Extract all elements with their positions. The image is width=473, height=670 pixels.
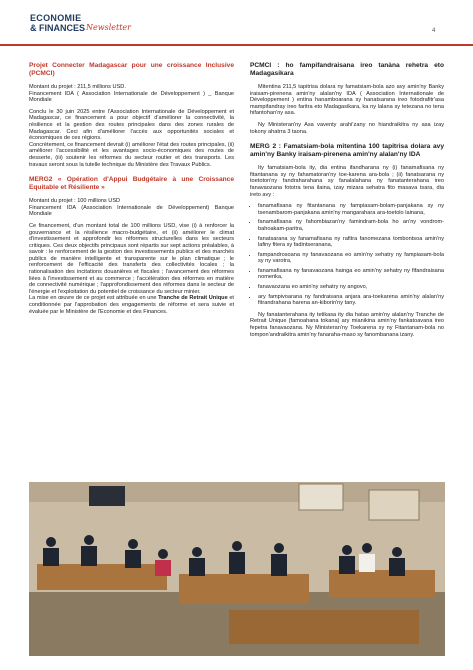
merg2-fr-p2-end: et conditionnée par l'approbation des engagements de réforme et sera suivie et évaluée par le Ministère de l'Economie et des Finances. (29, 295, 234, 315)
merg2-mg-title: MERG 2 : Famatsiam-bola mitentina 100 tapitrisa dolara avy amin'ny Banky iraisam-pirenena amin'ny alalan'ny IDA (250, 143, 444, 159)
pcmci-fr-paragraph-2: Concrètement, ce financement devrait (i) améliorer l'état des routes principales, (ii) améliorer l'accessibilité et les avantages socio-économiques des routes de desserte, (iii) soutenir les réformes du secteur routier et des transports. Les travaux seront sous la tutelle technique du Ministère des Travaux Publics. (29, 141, 234, 168)
meeting-room-photo (29, 482, 445, 656)
left-column-french (29, 62, 234, 320)
merg2-mg-paragraph-2: Ny fanatanterahana ity tetikasa ity dia hatao amin'ny alalan'ny Tranche de Retrait Unique (famoahana tokana) ary mianikina amin'ny fankatoavana ireo fepetra fanavaozana. Ny Ministeran'ny Toekarena sy ny Fitantanam-bola no tompon'andraikitra amin'ny fanaraha-maso sy fanombanana izany. (250, 311, 444, 338)
merg2-fr-p2-bold: Tranche de Retrait Unique (158, 295, 228, 302)
merg2-fr-p2-intro: La mise en œuvre de ce projet est attribuée en une (29, 295, 159, 302)
newsletter-logo (30, 13, 131, 33)
newsletter-header (0, 0, 473, 48)
merg2-fr-paragraph-1: Ce financement, d'un montant total de 100 millions USD, vise (i) à renforcer la gouvernance et la résilience macro-budgétaire, et (ii) améliorer le climat d'investissement et approfondir les réformes structurelles dans les secteurs critiques. Ces deux objectifs principaux sont répartis sur sept actions préalables, à savoir : le renforcement de la gestion des investissements publics et des marchés publics de manière intelligente et transparente sur le plan climatique ; le renforcement de l'efficacité des transferts des collectivités locales ; la rationalisation des incitations douanières et fiscales ; l'avancement des réformes liées à l'investissement et au commerce ; l'accélération des réformes en matière de connectivité numérique ; l'approfondissement des réformes dans le secteur de l'énergie et l'exploitation du potentiel de croissance du secteur minier. (29, 222, 234, 295)
list-item: • fanamafisana ny fahombiazan'ny famindram-bola ho an'ny vondrom-bahoakam-paritra, (258, 219, 444, 232)
merg2-mg-paragraph-1: Ity famatsiam-bola ity, dia entina ifandharana ny (i) fanamafisana ny fitantanana sy ny fahamatoran'ny toe-karena ara-bola ; (ii) fanatsarana ny toetoton'ny fandraharahana sy fanalalahana ny fanatanterahana ireo fanavaozana fototra tena ilaina, izay mizara sehatra fito masava tsara, dia ireto avy : (250, 165, 444, 198)
meeting-photo-illustration (29, 482, 445, 656)
page-number: 4 (432, 28, 436, 34)
pcmci-fr-paragraph-1: Conclu le 30 juin 2025 entre l'Association Internationale de Développement et Madagascar, ce financement a pour objectif d'améliorer la connectivité, la résilience et la gestion des routes principales dans des zones rurales de Madagascar. Ceci afin d'améliorer l'accès aux opportunités sociales et économiques de ces régions. (29, 108, 234, 142)
list-item: • fanamafisana ny fanavaozana hainga eo amin'ny sehatry ny fifandraisana nomerika, (258, 268, 444, 281)
pcmci-fr-title: Projet Connecter Madagascar pour une croissance Inclusive (PCMCI) (29, 62, 234, 77)
list-item: • ary fampivoarana ny fandraisana anjara ara-toekarena amin'ny alalan'ny fitrandrahana harena an-kiborin'ny tany. (258, 294, 444, 307)
logo-line-finances: & FINANCES (30, 23, 86, 33)
header-accent-rule (0, 44, 473, 46)
merg2-fr-paragraph-2 (29, 295, 234, 315)
logo-newsletter-script: Newsletter (86, 23, 131, 32)
list-item: • fampandrosoana ny fanavaozana eo amin'ny sehatry ny fampiasam-bola sy ny varotra, (258, 252, 444, 265)
pcmci-fr-amount: Montant du projet : 211,5 millions USD. (29, 84, 126, 90)
merg2-fr-amount: Montant du projet : 100 millions USD (29, 198, 121, 205)
list-item: • fanamafisana ny fitantanana ny fampiasam-bolam-panjakana sy ny tsenambarom-panjakana amin'ny mangarahara ara-toetolo lainana, (258, 203, 444, 216)
pcmci-mg-title: PCMCI : ho fampifandraisana ireo tanàna rehetra eto Madagasikara (250, 62, 444, 77)
merg2-fr-funding: Financement IDA (Association Internationale de Développement) Banque Mondiale (29, 204, 234, 218)
right-column-malagasy (250, 62, 444, 343)
merg2-fr-title: MERG2 « Opération d'Appui Budgétaire à une Croissance Equitable et Résiliente » (29, 176, 234, 192)
merg2-mg-bullet-list (250, 203, 444, 307)
logo-line-economie: ECONOMIE (30, 13, 82, 23)
pcmci-mg-paragraph-2: Ny Ministeran'ny Asa vaventy arahiʼzany no hiandraikitra ny asa izay tokony ahatrra 3 taona. (250, 121, 444, 135)
pcmci-fr-funding: Financement IDA ( Association Internationale de Développement ) _ Banque Mondiale (29, 90, 234, 104)
list-item: • fanatsarana sy fanamafisana ny rafitra fanomezana tombontsoa amin'ny lafiny fitera sy fadintseranana, (258, 236, 444, 249)
pcmci-mg-paragraph-1: Mitentina 211,5 tapitrisa dolara ny famatsiam-bola azo avy amin'ny Banky iraisam-pirenena amin'ny alalan'ny IDA ( Association Internationale de Développement ) entina hanamboarana sy hanatsarana ireo fotodrafitr'asa mampifandray ireo faritra eto Madagasikara, ka ny lalana sy tetezana no tena hifantohan'ny asa. (250, 84, 444, 117)
list-item: • fanavaozana eo amin'ny sehatry ny angovo, (258, 284, 444, 291)
